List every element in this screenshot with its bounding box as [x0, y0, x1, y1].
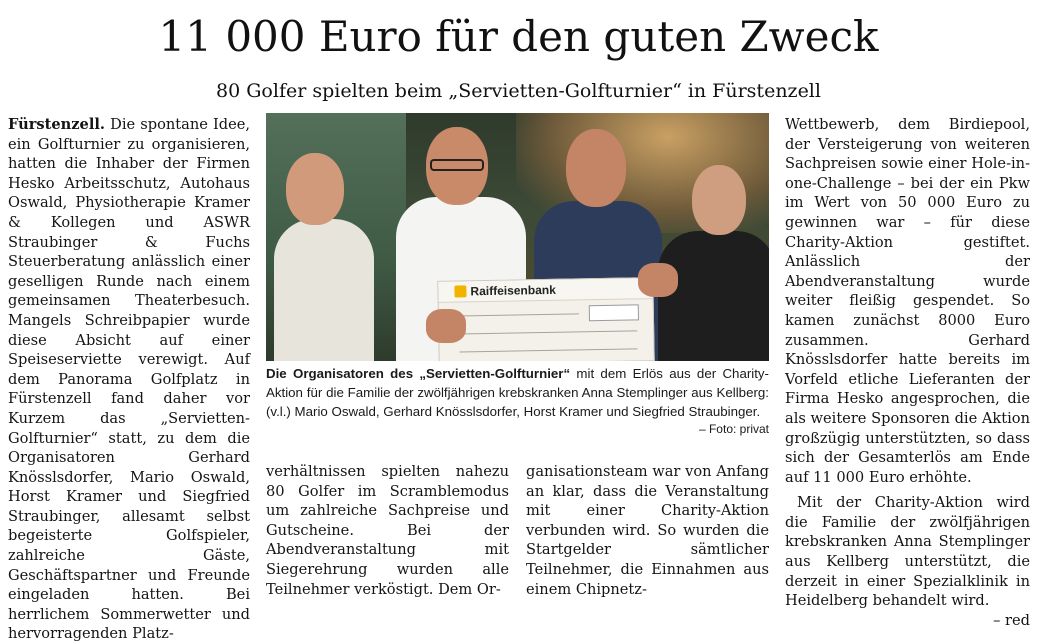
person-head [286, 153, 344, 225]
column-2-text: verhältnissen spielten nahezu 80 Golfer im Scramblemodus um zahlreiche Sachpreise und Gutscheine. Bei der Abendveranstaltung mit Siegerehrung wurden alle Teilnehmer verköstigt. Dem Or- [266, 463, 509, 598]
photo-credit: – Foto: privat [698, 422, 769, 436]
cheque-line [459, 330, 637, 334]
cheque-amount-box [589, 304, 639, 321]
column-4-paragraph-1: Wettbewerb, dem Birdiepool, der Versteigerung von weiteren Sachpreisen sowie einer Hole-in-one-Challenge – bei der ein Pkw im Wert von 50 000 Euro zu gewinnen war – für diese Charity-Aktion gestiftet. Anlässlich der Abendveranstaltung wurde weiter fleißig gespendet. So kamen zunächst 8000 Euro zusammen. Gerhard Knösslsdorfer hatte bereits im Vorfeld etliche Lieferanten der Firma Hesko angesprochen, die als weitere Sponsoren die Aktion großzügig unterstützten, so dass sich der Gesamterlös am Ende auf 11 000 Euro erhöhte. [785, 116, 1030, 486]
article-photo [266, 113, 769, 361]
caption-text: mit dem Erlös aus der Charity-Aktion für die Familie der zwölfjährigen krebskranken Anna Stemplinger aus Kellberg: (v.l.) Mario Oswald, Gerhard Knösslsdorfer, Horst Kramer und Siegfried Straubinger. [266, 366, 769, 419]
person-head [566, 129, 626, 207]
column-3-text: ganisationsteam war von Anfang an klar, dass die Veranstaltung mit einer Charity-Aktion verbunden wird. So wurden die Startgelder sämtlicher Teilnehmer, die Einnahmen aus einem Chipnetz- [526, 463, 769, 598]
column-1 [8, 115, 250, 643]
cheque-line [460, 348, 638, 352]
hand [426, 309, 466, 343]
column-3 [526, 462, 769, 598]
column-4 [785, 115, 1030, 629]
person-body [274, 219, 374, 361]
column-2 [266, 462, 509, 598]
person-body [658, 231, 769, 361]
person-siegfried-straubinger [678, 155, 768, 361]
column-4-paragraph-2-text: Mit der Charity-Aktion wird die Familie der zwölfjährigen krebskranken Anna Stemplinger aus Kellberg unterstützt, die derzeit in einer Spezialklinik in Heidelberg behandelt wird. [785, 494, 1030, 610]
dateline: Fürstenzell. [8, 116, 105, 133]
hand [638, 263, 678, 297]
photo-caption [266, 364, 769, 438]
paragraph-intro [8, 115, 250, 644]
raiffeisen-logo-icon [454, 285, 466, 297]
caption-bold: Die Organisatoren des „Servietten-Golfturnier“ [266, 366, 571, 381]
person-mario-oswald [274, 133, 374, 361]
glasses-icon [430, 159, 484, 171]
headline: 11 000 Euro für den guten Zweck [158, 12, 879, 61]
column-4-paragraph-2 [785, 493, 1030, 629]
cheque-line [459, 313, 579, 316]
subheadline: 80 Golfer spielten beim „Servietten-Golfturnier“ in Fürstenzell [216, 80, 821, 102]
person-head [692, 165, 746, 235]
donation-cheque [437, 277, 654, 361]
cheque-bank-name: Raiffeisenbank [470, 282, 556, 299]
author-signature: – red [993, 611, 1030, 629]
column-1-text: Die spontane Idee, ein Golfturnier zu organisieren, hatten die Inhaber der Firmen Hesko Arbeitsschutz, Autohaus Oswald, Physiotherapie Kramer & Kollegen und ASWR Straubinger & Fuchs Steuerberatung anlässlich einer geselligen Runde nach einem gemeinsamen Theaterbesuch. Mangels Schreibpapier wurde diese Absicht auf einer Speiseserviette verewigt. Auf dem Panorama Golfplatz in Fürstenzell fand daher vor Kurzem das „Servietten-Golfturnier“ statt, zu dem die Organisatoren Gerhard Knösslsdorfer, Mario Oswald, Horst Kramer und Siegfried Straubinger, allesamt selbst begeisterte Golfspieler, zahlreiche Gäste, Geschäftspartner und Freunde eingeladen hatten. Bei herrlichem Sommerwetter und hervorragenden Platz- [8, 116, 250, 643]
